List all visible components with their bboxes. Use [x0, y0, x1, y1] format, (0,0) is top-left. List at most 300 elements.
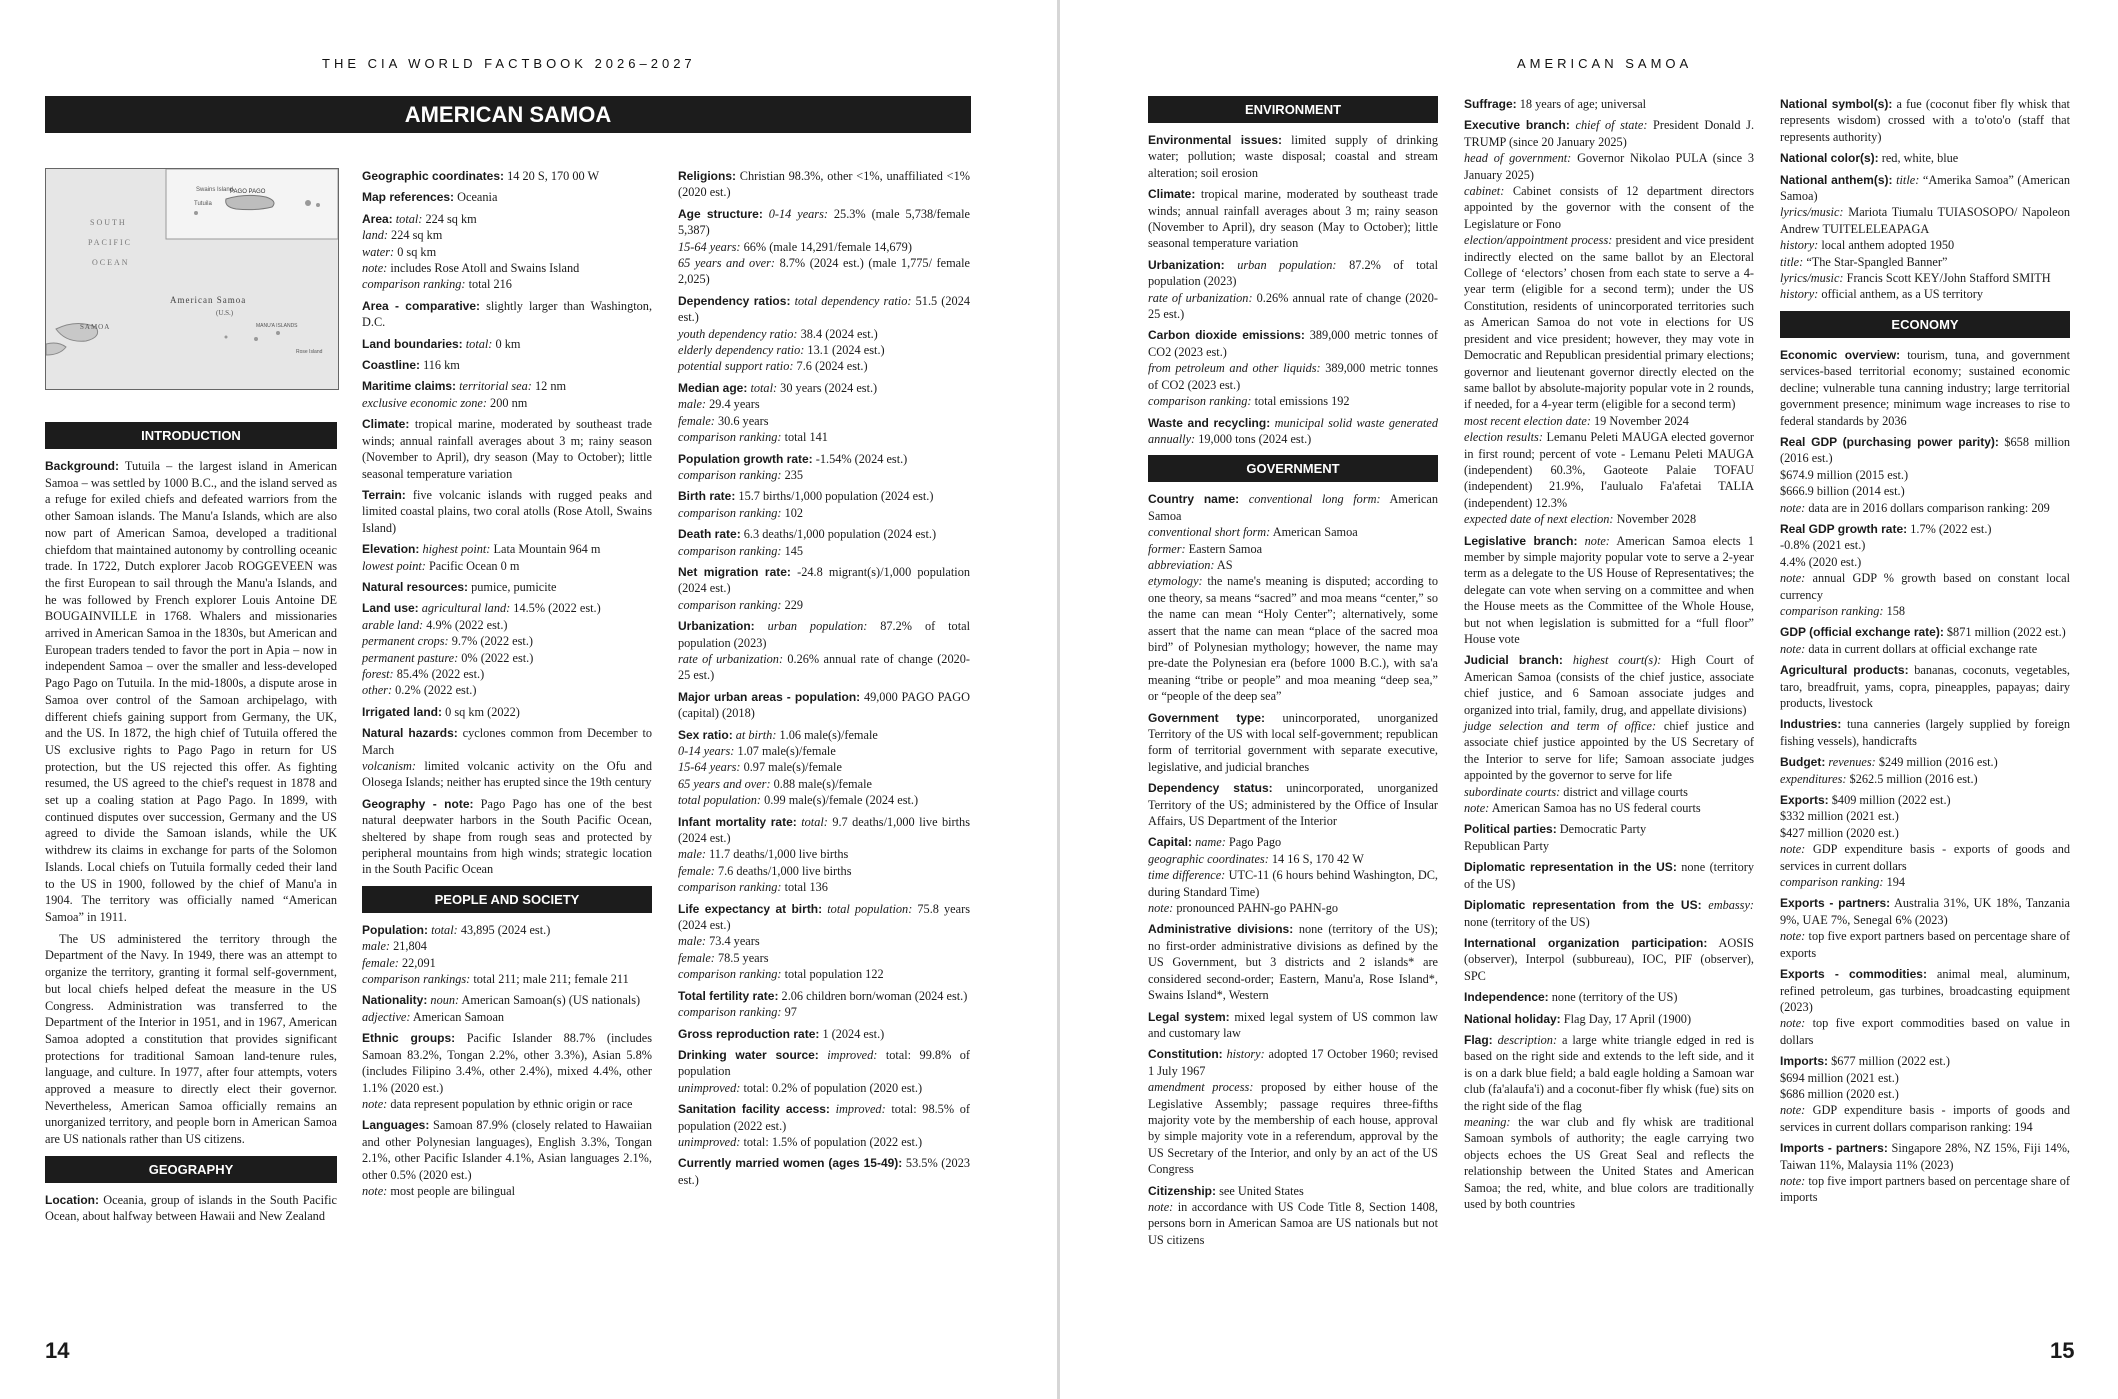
parties-text-text: Democratic Party [1559, 822, 1647, 837]
fertility-r-text: 97 [784, 1005, 797, 1020]
independence-entry [1464, 989, 1754, 1005]
running-head: AMERICAN SAMOA [1517, 56, 1693, 71]
co2-p-text: 389,000 metric tonnes of CO2 (2023 est.) [1148, 361, 1438, 392]
constitution-h-text: adopted 17 October 1960; revised 1 July 1967 [1148, 1047, 1439, 1078]
gdp-oer-text-text: $871 million (2022 est.) [1946, 625, 2066, 640]
flag-entry [1464, 1032, 1754, 1212]
dependency-y-text: 38.4 (2024 est.) [800, 326, 878, 341]
gdp-ppp-n-text: data are in 2016 dollars comparison ranking: 209 [1808, 500, 2050, 515]
judicial-hc-l-text: highest court(s): [1572, 653, 1662, 668]
median-age-f-l-text: female: [678, 413, 715, 428]
introduction-background-text2-text: The US administered the territory through the Department of the Navy. In 1949, there was an attempt to organize the territory, granting it formal self-government, but local chiefs helped defeat the measure in the US Congress. Administration was transferred to the Department of the Interior in 1951, and in 1967, American Samoa adopted a constitution that provides significant protections for traditional Samoan land-tenure rules, language, and culture. In 1977, after four attempts, voters approved a measure to directly elect their governor. Nevertheless, American Samoa officially remains an unorganized territory, and people born in American Samoa are US nationals rather than US citizens. [45, 931, 337, 1147]
legal-text-text: mixed legal system of US common law and customary law [1148, 1009, 1438, 1040]
land-use-entry [362, 600, 652, 698]
fertility-text-text: 2.06 children born/woman (2024 est.) [781, 988, 968, 1003]
sanitation-i-l-text: improved: [835, 1102, 886, 1117]
executive-cab-text: Cabinet consists of 12 department directors appointed by the governor with the consent of the Legislature or Fono [1464, 184, 1754, 231]
land-use-ag-text: 14.5% (2022 est.) [513, 601, 601, 616]
admin-label-text: Administrative divisions: [1148, 922, 1294, 937]
dip-from-e-l-text: embassy: [1708, 898, 1754, 913]
death-text-text: 6.3 deaths/1,000 population (2024 est.) [743, 527, 937, 542]
national-anthem-entry [1780, 172, 2070, 303]
parties-label-text: Political parties: [1464, 822, 1557, 837]
exp-partners-text-text: Australia 31%, UK 18%, Tanzania 9%, UAE 7%, Senegal 6% (2023) [1780, 896, 2070, 927]
left-column-2 [362, 168, 652, 1204]
sex-ratio-ab-l-text: at birth: [735, 727, 777, 742]
sex-ratio-ab-text: 1.06 male(s)/female [779, 727, 878, 742]
left-column-1 [45, 422, 337, 1230]
budget-r-l-text: revenues: [1828, 755, 1876, 770]
median-age-m-text: 29.4 years [709, 397, 760, 412]
land-use-label-text: Land use: [362, 601, 419, 616]
infant-f-l-text: female: [678, 863, 715, 878]
ethnic-groups-entry [362, 1030, 652, 1112]
water-label-text: Drinking water source: [678, 1047, 819, 1062]
agri-label-text: Agricultural products: [1780, 663, 1909, 678]
median-age-m-l-text: male: [678, 397, 706, 412]
exports-l2-text: $332 million (2021 est.) [1780, 809, 1899, 824]
legislative-n-text: American Samoa elects 1 member by simple majority popular vote to serve a 2-year term as a delegate to the US House of Representatives; the delegate can vote when serving on a committee and when the House meets as the Committee of the Whole House, but not when legislation is submitted for a “full floor” House vote [1464, 533, 1755, 646]
suffrage-label-text: Suffrage: [1464, 97, 1517, 111]
land-use-ot-l-text: other: [362, 683, 393, 698]
urban-areas-label-text: Major urban areas - population: [678, 689, 861, 704]
life-t-text: 75.8 years (2024 est.) [678, 901, 970, 933]
flag-m-text: the war club and fly whisk are traditional Samoan symbols of authority; the eagle carrying two objects echoes the US Great Seal and reflects the relationship between the United States and American Samoa; the red, white, and blue colors are traditionally used by both countries [1464, 1114, 1754, 1211]
co2-emissions-entry [1148, 327, 1438, 409]
land-use-fo-text: 85.4% (2022 est.) [396, 666, 485, 681]
env-urbanization-entry [1148, 257, 1438, 323]
capital-g-l-text: geographic coordinates: [1148, 851, 1269, 866]
holiday-text-text: Flag Day, 17 April (1900) [1563, 1011, 1692, 1026]
infant-t-l-text: total: [801, 814, 828, 829]
gdp-growth-label-text: Real GDP growth rate: [1780, 521, 1908, 536]
coastline-label-text: Coastline: [362, 358, 421, 373]
dependency-e-l-text: elderly dependency ratio: [678, 343, 805, 358]
geo-note-text-text: Pago Pago has one of the best natural deepwater harbors in the South Pacific Ocean, sheltered by shape from rough seas and protected by peripheral mountains from high winds; strategic location in the South Pacific Ocean [362, 796, 652, 877]
imports-n-text: GDP expenditure basis - imports of goods and services in current dollars comparison ranking: 194 [1780, 1103, 2070, 1134]
anthem-t-text: “Amerika Samoa” (American Samoa) [1780, 172, 2070, 204]
coastline-text-text: 116 km [423, 358, 460, 373]
map-refs-entry [362, 189, 652, 205]
anthem-lm2-text: Francis Scott KEY/John Stafford SMITH [1846, 271, 2051, 286]
maritime-eez-l-text: exclusive economic zone: [362, 395, 487, 410]
languages-entry [362, 1117, 652, 1199]
terrain-text-text: five volcanic islands with rugged peaks and limited coastal plains, two coral atolls (Rose Atoll, Swains Island) [362, 487, 652, 535]
country-name-et-text: the name's meaning is disputed; according to one theory, sa means “sacred” and moa means “center,” so the name can mean “Holy Center”; alternatively, some assert that the name can mean “place of the sacred moa bird” of Polynesian mythology; however, the name may pre-date the Polynesian era (before 1000 B.C.), with sa'a meaning “tribe or people” and moa meaning “deep sea,” or “people of the deep sea” [1148, 574, 1438, 704]
dependency-e-text: 13.1 (2024 est.) [807, 343, 885, 358]
sanitation-u-l-text: unimproved: [678, 1134, 741, 1149]
urbanization-entry [678, 618, 970, 684]
median-age-f-text: 30.6 years [717, 413, 769, 428]
land-use-fo-l-text: forest: [362, 666, 394, 681]
infant-r-text: total 136 [784, 880, 828, 895]
elevation-lp-text: Pacific Ocean 0 m [428, 558, 520, 573]
irrigated-land-entry [362, 704, 652, 720]
gdp-oer-n-text: data in current dollars at official exchange rate [1808, 641, 2038, 656]
sanitation-u-text: total: 1.5% of population (2022 est.) [743, 1134, 923, 1149]
country-map [45, 168, 339, 390]
age-b-text: 66% (male 14,291/female 14,679) [743, 239, 912, 254]
median-age-r-l-text: comparison ranking: [678, 430, 782, 445]
pop-growth-text-text: -1.54% (2024 est.) [815, 451, 908, 466]
age-a-l-text: 0-14 years: [768, 206, 828, 221]
diplomatic-in-us-entry [1464, 859, 1754, 892]
flag-d-l-text: description: [1497, 1032, 1558, 1047]
constitution-h-l-text: history: [1226, 1047, 1265, 1062]
executive-cs-l-text: chief of state: [1575, 118, 1648, 133]
elevation-hp-l-text: highest point: [422, 542, 491, 557]
urbanization-u-text: 87.2% of total population (2023) [1148, 257, 1439, 289]
birth-r-text: 102 [784, 505, 804, 520]
irrigated-label-text: Irrigated land: [362, 704, 443, 719]
population-male-text: 21,804 [393, 939, 427, 954]
location-label-text: Location: [45, 1192, 99, 1207]
birth-text-text: 15.7 births/1,000 population (2024 est.) [738, 489, 934, 504]
water-i-text: total: 99.8% of population [678, 1047, 971, 1079]
right-column-1 [1148, 96, 1438, 1253]
pop-growth-r-l-text: comparison ranking: [678, 467, 782, 482]
capital-label-text: Capital: [1148, 835, 1193, 850]
dependency-ratios-entry [678, 293, 970, 375]
hazards-volc-text: limited volcanic activity on the Ofu and Olosega Islands; neither has erupted since the 19th century [362, 759, 653, 790]
constitution-a-text: proposed by either house of the Legislative Assembly; passage requires three-fifths majority vote by the membership of each house, approval by simple majority vote in a referendum, approval by the US Secretary of the Interior, and only by an act of the US Congress [1148, 1080, 1438, 1177]
sex-ratio-b-text: 0.97 male(s)/female [743, 760, 842, 775]
intl-org-label-text: International organization participation: [1464, 935, 1708, 950]
infant-r-l-text: comparison ranking: [678, 880, 782, 895]
land-bound-text-text: 0 km [495, 336, 521, 351]
dependency-p-text: 7.6 (2024 est.) [796, 359, 868, 374]
country-name-fo-text: Eastern Samoa [1188, 541, 1263, 556]
geo-note-label-text: Geography - note: [362, 796, 474, 811]
anthem-h-l-text: history: [1780, 238, 1819, 253]
urban-areas-entry [678, 689, 970, 722]
executive-el-l-text: election/appointment process: [1464, 233, 1613, 248]
anthem-t2-text: “The Star-Spangled Banner” [1806, 254, 1948, 269]
urbanization-r-text: 0.26% annual rate of change (2020-25 est.) [678, 651, 970, 683]
maritime-eez-text: 200 nm [490, 395, 528, 410]
co2-label-text: Carbon dioxide emissions: [1148, 328, 1305, 343]
exports-n-l-text: note: [1780, 842, 1806, 857]
independence-label-text: Independence: [1464, 990, 1549, 1005]
land-bound-total-l-text: total: [465, 336, 493, 351]
sanitation-entry [678, 1101, 970, 1150]
judicial-js-l-text: judge selection and term of office: [1464, 719, 1657, 734]
gdp-growth-l2-text: -0.8% (2021 est.) [1780, 538, 1866, 553]
median-age-r-text: total 141 [784, 430, 828, 445]
dependency-label-text: Dependency status: [1148, 781, 1273, 796]
population-growth-entry [678, 451, 970, 484]
land-use-pc-l-text: permanent crops: [362, 634, 449, 649]
area-land-l-text: land: [362, 228, 388, 243]
background-paragraph [45, 458, 337, 926]
map-refs-label-text: Map references: [362, 190, 455, 205]
national-colors-entry [1780, 150, 2070, 166]
map-label-ocean: OCEAN [92, 258, 130, 267]
water-i-l-text: improved: [827, 1047, 878, 1062]
gov-type-label-text: Government type: [1148, 710, 1266, 725]
married-label-text: Currently married women (ages 15-49): [678, 1156, 903, 1171]
sex-ratio-b-l-text: 15-64 years: [678, 760, 741, 775]
age-a-text: 25.3% (male 5,738/female 5,387) [678, 206, 971, 238]
maritime-ts-l-text: territorial sea: [459, 379, 532, 394]
constitution-entry [1148, 1046, 1438, 1177]
map-label-us: (U.S.) [216, 309, 234, 317]
sex-ratio-a-l-text: 0-14 years: [678, 744, 735, 758]
gdp-growth-n-text: annual GDP % growth based on constant local currency [1780, 571, 2070, 602]
capital-n-l-text: name: [1195, 835, 1226, 850]
anthem-t2-l-text: title: [1780, 254, 1804, 269]
section-heading-people: PEOPLE AND SOCIETY [362, 886, 652, 913]
industries-label-text: Industries: [1780, 717, 1842, 732]
imp-partners-text-text: Singapore 28%, NZ 15%, Fiji 14%, Taiwan 11%, Malaysia 11% (2023) [1780, 1141, 2071, 1172]
migration-r-text: 229 [784, 597, 804, 612]
gdp-growth-r-l-text: comparison ranking: [1780, 603, 1884, 618]
urbanization-label-text: Urbanization: [1148, 257, 1225, 272]
imports-entry [1780, 1053, 2070, 1135]
map-graphic [46, 169, 338, 389]
flag-label-text: Flag: [1464, 1032, 1493, 1047]
climate-label-text: Climate: [1148, 187, 1196, 202]
industries-text-text: tuna canneries (largely supplied by foreign fishing vessels), handicrafts [1780, 717, 2070, 748]
running-head: THE CIA WORLD FACTBOOK 2026–2027 [322, 56, 696, 71]
population-label-text: Population: [362, 922, 428, 937]
legislative-n-l-text: note: [1584, 533, 1610, 548]
dependency-t-l-text: total dependency ratio: [794, 293, 912, 308]
maritime-ts-text: 12 nm [534, 379, 567, 394]
map-label-swains: Swains Island [196, 187, 234, 193]
anthem-label-text: National anthem(s): [1780, 172, 1893, 187]
section-heading-environment: ENVIRONMENT [1148, 96, 1438, 123]
water-u-l-text: unimproved: [678, 1080, 741, 1095]
suffrage-entry [1464, 96, 1754, 112]
religions-text-text: Christian 98.3%, other <1%, unaffiliated <1% (2020 est.) [678, 169, 971, 200]
religions-label-text: Religions: [678, 169, 737, 183]
agri-text-text: bananas, coconuts, vegetables, taro, breadfruit, yams, copra, pineapples, papayas; dairy products, livestock [1780, 663, 2070, 710]
nationality-noun-l-text: noun: [430, 993, 460, 1008]
geo-coords-label-text: Geographic coordinates: [362, 169, 505, 183]
capital-entry [1148, 834, 1438, 916]
admin-text-text: none (territory of the US); no first-order administrative divisions as defined by the US Government, but 3 districts and 2 islands* are considered second-order; Eastern, Manu'a, Rose Island*, Swains Island*, Western [1148, 922, 1439, 1003]
nationality-adj-l-text: adjective: [362, 1009, 411, 1024]
map-label-pagopago: PAGO PAGO [230, 189, 266, 195]
exp-partners-n-text: top five export partners based on percentage share of exports [1780, 929, 2070, 960]
reproduction-rate-entry [678, 1026, 970, 1042]
imp-partners-label-text: Imports - partners: [1780, 1141, 1888, 1156]
gdp-growth-r-text: 158 [1886, 603, 1906, 618]
env-issues-label-text: Environmental issues: [1148, 133, 1283, 147]
exp-partners-label-text: Exports - partners: [1780, 896, 1891, 911]
age-label-text: Age structure: [678, 206, 763, 221]
death-rate-entry [678, 526, 970, 559]
left-column-3 [678, 168, 970, 1193]
executive-mr-l-text: most recent election date: [1464, 413, 1591, 428]
area-land-text: 224 sq km [391, 228, 443, 243]
exp-partners-n-l-text: note: [1780, 929, 1806, 944]
elevation-lp-l-text: lowest point: [362, 558, 426, 573]
languages-text-text: Samoan 87.9% (closely related to Hawaiian and other Polynesian languages), English 3.3%, Tongan 2.1%, other Pacific Islander 4.1%, Asian languages 2.1%, other 0.5% (2020 est.) [362, 1118, 652, 1182]
ethnic-text-text: Pacific Islander 88.7% (includes Samoan 83.2%, Tongan 2.2%, other 3.3%), Asian 5.8% (includes Filipino 3.4%, other 2.4%), mixed 4.4%, other 1.1% (2020 est.) [362, 1031, 652, 1095]
overview-text-text: tourism, tuna, and government services-based territorial economy; sustained economic decline; vulnerable tuna canning industry; large territorial government presence; minimum wage increases to rise to federal standards by 2036 [1780, 347, 2071, 428]
dip-from-text-text: none (territory of the US) [1464, 914, 1590, 929]
climate-entry [362, 416, 652, 482]
country-name-cl-text: American Samoa [1148, 492, 1438, 523]
infant-t-text: 9.7 deaths/1,000 live births (2024 est.) [678, 814, 970, 846]
national-holiday-entry [1464, 1011, 1754, 1027]
judicial-sc-l-text: subordinate courts: [1464, 784, 1561, 799]
dip-in-text-text: none (territory of the US) [1464, 860, 1754, 891]
anthem-lm-l-text: lyrics/music: [1780, 205, 1844, 220]
sanitation-label-text: Sanitation facility access: [678, 1102, 830, 1117]
sex-ratio-c-l-text: 65 years and over: [678, 776, 771, 791]
symbols-text-text: a fue (coconut fiber fly whisk that represents wisdom) crossed with a to'oto'o (staff that represents authority) [1780, 97, 2070, 144]
urban-areas-text-text: 49,000 PAGO PAGO (capital) (2018) [678, 689, 971, 721]
death-label-text: Death rate: [678, 527, 741, 542]
map-label-samoa: SAMOA [80, 323, 111, 331]
anthem-lm-text: Mariota Tiumalu TUIASOSOPO/ Napoleon Andrew TUITELELEAPAGA [1780, 205, 2070, 236]
anthem-lm2-l-text: lyrics/music: [1780, 271, 1844, 286]
area-rank-l-text: comparison ranking: [362, 277, 466, 292]
climate-label-text: Climate: [362, 417, 410, 432]
land-use-pp-l-text: permanent pasture: [362, 650, 459, 665]
land-use-ar-l-text: arable land: [362, 617, 424, 632]
age-c-l-text: 65 years and over: [678, 256, 775, 271]
country-name-fo-l-text: former: [1148, 541, 1186, 556]
population-rank-text: total 211; male 211; female 211 [473, 972, 629, 987]
population-female-text: 22,091 [401, 955, 436, 970]
economic-overview-entry [1780, 347, 2070, 429]
capital-n-text: Pago Pago [1228, 835, 1282, 850]
ethnic-label-text: Ethnic groups: [362, 1031, 456, 1046]
constitution-a-l-text: amendment process: [1148, 1080, 1254, 1095]
exp-comm-label-text: Exports - commodities: [1780, 967, 1927, 982]
exports-label-text: Exports: [1780, 793, 1829, 808]
languages-label-text: Languages: [362, 1118, 430, 1133]
imports-label-text: Imports: [1780, 1054, 1828, 1069]
exports-r-l-text: comparison ranking: [1780, 875, 1884, 890]
dependency-t-text: 51.5 (2024 est.) [678, 293, 970, 325]
terrain-label-text: Terrain: [362, 487, 406, 502]
executive-er-l-text: election results: [1464, 430, 1543, 445]
urbanization-label-text: Urbanization: [678, 619, 755, 634]
area-total-text: 224 sq km [425, 211, 477, 226]
gdp-growth-entry [1780, 521, 2070, 619]
anthem-h-text: local anthem adopted 1950 [1821, 238, 1955, 253]
map-label-american-samoa: American Samoa [170, 295, 247, 305]
executive-nx-l-text: expected date of next election: [1464, 512, 1614, 527]
judicial-branch-entry [1464, 652, 1754, 816]
map-label-rose: Rose Island [296, 349, 323, 355]
colors-text-text: red, white, blue [1881, 151, 1959, 166]
page-number: 14 [45, 1338, 70, 1363]
env-issues-text-text: limited supply of drinking water; pollution; waste disposal; coastal and stream alteration; soil erosion [1148, 133, 1438, 180]
citizenship-entry [1148, 1183, 1438, 1249]
introduction-background-label-text: Background: [45, 459, 120, 473]
judicial-no-l-text: note: [1464, 801, 1490, 816]
sex-ratio-t-l-text: total population: [678, 793, 762, 808]
fertility-rate-entry [678, 988, 970, 1021]
country-name-ab-l-text: abbreviation: [1148, 557, 1215, 572]
section-heading-geography: GEOGRAPHY [45, 1156, 337, 1183]
map-label-tutuila: Tutuila [194, 201, 212, 207]
gdp-oer-n-l-text: note: [1780, 641, 1806, 656]
urbanization-u-text: 87.2% of total population (2023) [678, 619, 970, 650]
languages-note-text: most people are bilingual [390, 1183, 516, 1198]
area-comp-label-text: Area - comparative: [362, 298, 480, 313]
section-heading-economy: ECONOMY [1780, 311, 2070, 338]
waste-m-l-text: municipal solid waste generated annually: [1148, 415, 1439, 446]
area-entry [362, 211, 652, 293]
executive-branch-entry [1464, 117, 1754, 527]
industries-entry [1780, 716, 2070, 749]
elevation-label-text: Elevation: [362, 542, 420, 557]
gdp-growth-n-l-text: note: [1780, 571, 1806, 586]
religions-entry [678, 168, 970, 201]
judicial-sc-text: district and village courts [1563, 784, 1688, 799]
hazards-text-text: cyclones common from December to March [362, 726, 653, 757]
sex-ratio-t-text: 0.99 male(s)/female (2024 est.) [764, 793, 919, 808]
migration-label-text: Net migration rate: [678, 564, 791, 579]
median-age-t-text: 30 years (2024 est.) [780, 380, 878, 395]
country-name-cl-l-text: conventional long form: [1248, 492, 1381, 507]
life-t-l-text: total population: [827, 901, 913, 916]
land-boundaries-entry [362, 336, 652, 352]
terrain-entry [362, 487, 652, 536]
intl-org-text-text: AOSIS (observer), Interpol (subbureau), IOC, PIF (observer), SPC [1464, 935, 1754, 983]
population-total-text: 43,895 (2024 est.) [460, 922, 551, 937]
infant-mortality-entry [678, 814, 970, 896]
symbols-label-text: National symbol(s): [1780, 97, 1893, 111]
nationality-label-text: Nationality: [362, 993, 428, 1008]
flag-m-l-text: meaning: [1464, 1114, 1511, 1129]
budget-e-l-text: expenditures: [1780, 771, 1847, 786]
imports-l3-text: $686 million (2020 est.) [1780, 1086, 1899, 1101]
age-structure-entry [678, 206, 970, 288]
executive-el-text: president and vice president indirectly elected on the same ballot by an Electoral College of ‘electors’ chosen from each state to serve a 4-year term (eligible for a second term); under the US Constitution, residents of unincorporated territories such as American Samoa do not vote in elections for US president and vice president; however, they may vote in Democratic and Republican presidential primary elections; governor and lieutenant governor directly elected on the same ballot by absolute-majority popular vote in 2 rounds, if needed, for a 4-year term (eligible for a second term) [1464, 233, 1755, 412]
gdp-oer-entry [1780, 624, 2070, 657]
elevation-hp-text: Lata Mountain 964 m [493, 542, 601, 557]
anthem-t-l-text: title: [1896, 172, 1920, 187]
waste-m-text: 19,000 tons (2024 est.) [1198, 431, 1312, 446]
gdp-ppp-n-l-text: note: [1780, 500, 1806, 515]
budget-label-text: Budget: [1780, 755, 1826, 770]
land-use-ag-l-text: agricultural land: [421, 601, 511, 616]
legislative-label-text: Legislative branch: [1464, 533, 1578, 548]
area-comparative-entry [362, 298, 652, 331]
holiday-label-text: National holiday: [1464, 1011, 1561, 1026]
budget-entry [1780, 754, 2070, 787]
geo-coords-entry [362, 168, 652, 184]
exports-r-text: 194 [1886, 875, 1906, 890]
section-heading-government: GOVERNMENT [1148, 455, 1438, 482]
parties-text2-text: Republican Party [1464, 838, 1550, 853]
land-use-pp-text: 0% (2022 est.) [461, 650, 534, 665]
colors-label-text: National color(s): [1780, 151, 1879, 166]
sex-ratio-a-text: 1.07 male(s)/female [737, 744, 836, 758]
life-m-l-text: male: [678, 934, 706, 949]
intl-org-entry [1464, 935, 1754, 984]
country-name-ab-text: AS [1216, 557, 1233, 572]
age-c-text: 8.7% (2024 est.) (male 1,775/ female 2,025) [678, 256, 971, 287]
right-page [1060, 0, 2118, 1399]
sex-ratio-c-text: 0.88 male(s)/female [773, 776, 872, 791]
capital-g-text: 14 16 S, 170 42 W [1271, 851, 1364, 866]
dependency-y-l-text: youth dependency ratio: [678, 326, 798, 341]
background-paragraph-2 [45, 931, 337, 1148]
gdp-ppp-l2-text: $674.9 million (2015 est.) [1780, 467, 1909, 482]
married-women-entry [678, 1155, 970, 1188]
citizenship-n-l-text: note: [1148, 1199, 1174, 1214]
executive-hg-l-text: head of government: [1464, 151, 1572, 166]
